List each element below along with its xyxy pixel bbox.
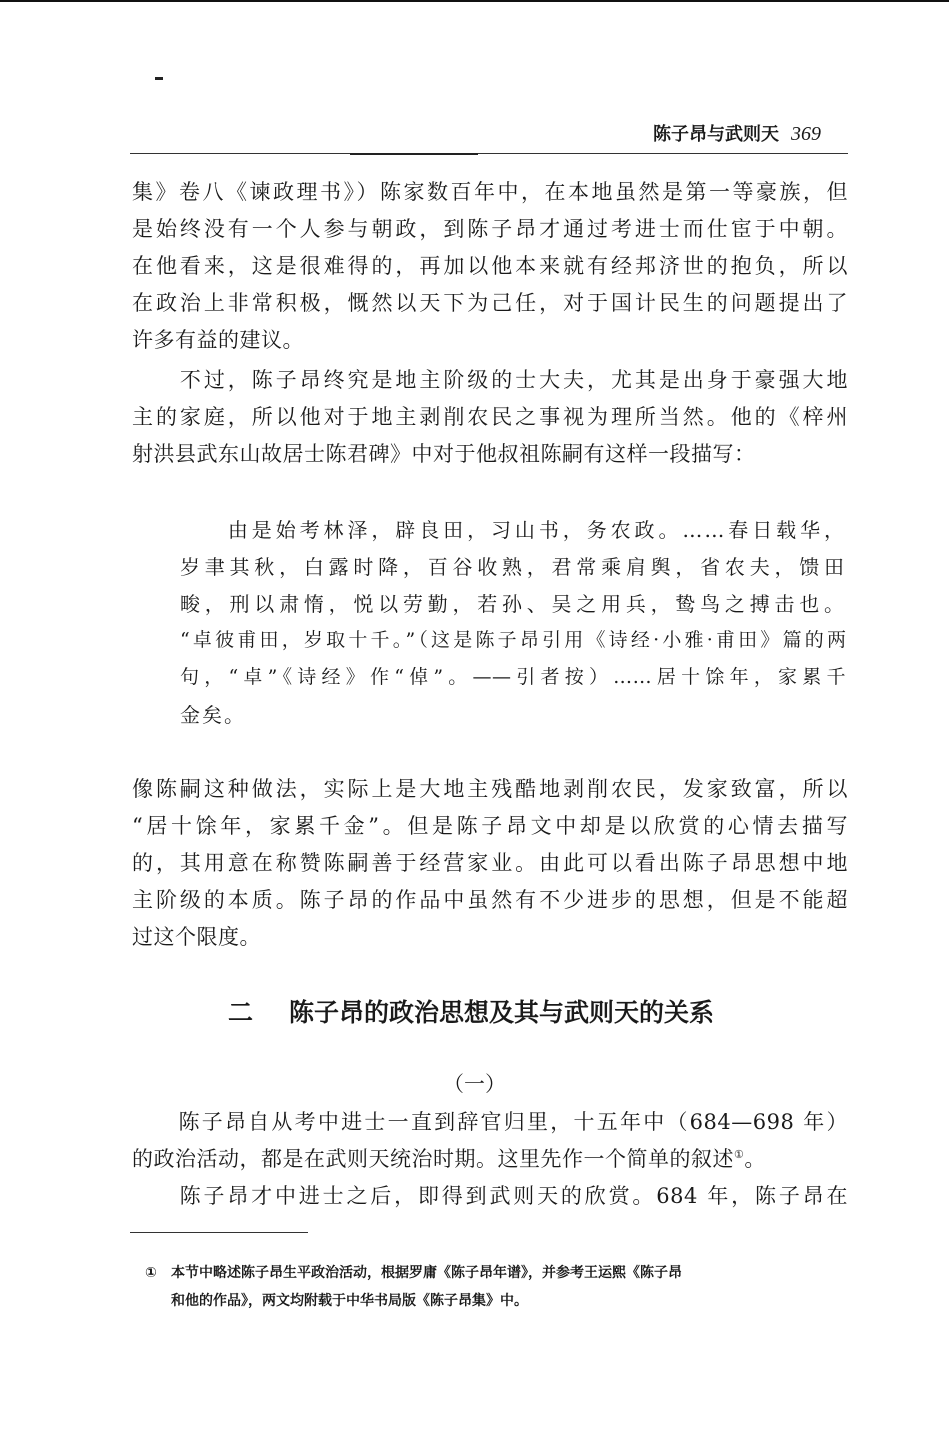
- footnote-marker: ①: [145, 1265, 157, 1281]
- body-line: 集》卷八《谏政理书》）陈家数百年中，在本地虽然是第一等豪族，但: [132, 180, 848, 204]
- scan-top-border: [0, 0, 949, 2]
- page-number: 369: [791, 123, 821, 145]
- body-line: 射洪县武东山故居士陈君碑》中对于他叔祖陈嗣有这样一段描写：: [132, 442, 756, 466]
- footnote-text: 本节中略述陈子昂生平政治活动，根据罗庸《陈子昂年谱》，并参考王运熙《陈子昂: [171, 1265, 682, 1281]
- body-line: 不过，陈子昂终究是地主阶级的士大夫，尤其是出身于豪强大地: [132, 368, 848, 392]
- body-line: “居十馀年，家累千金”。但是陈子昂文中却是以欣赏的心情去描写: [132, 814, 848, 838]
- body-line: 像陈嗣这种做法，实际上是大地主残酷地剥削农民，发家致富，所以: [132, 777, 848, 801]
- body-line: 陈子昂自从考中进士一直到辞官归里，十五年中（684—698 年）: [132, 1110, 848, 1134]
- section-title: 陈子昂的政治思想及其与武则天的关系: [289, 998, 715, 1027]
- scan-artifact-mark: [155, 77, 163, 80]
- body-line: 许多有益的建议。: [132, 328, 304, 352]
- quotation-line: 句，“卓”《诗经》作“倬”。——引者按）……居十馀年，家累千: [180, 666, 846, 688]
- section-heading: [228, 993, 714, 1029]
- quotation-line: 由是始考林泽，辟良田，习山书，务农政。……春日载华，: [180, 518, 846, 542]
- body-line: 的，其用意在称赞陈嗣善于经营家业。由此可以看出陈子昂思想中地: [132, 851, 848, 875]
- running-header: [653, 120, 821, 146]
- body-line: 是始终没有一个人参与朝政，到陈子昂才通过考进士而仕宦于中朝。: [132, 217, 848, 241]
- footnote-reference[interactable]: ①: [734, 1148, 745, 1161]
- header-rule: [130, 153, 848, 154]
- body-line: 过这个限度。: [132, 925, 261, 949]
- body-line: 主的家庭，所以他对于地主剥削农民之事视为理所当然。他的《梓州: [132, 405, 848, 429]
- footnote-line: [145, 1262, 682, 1282]
- quotation-line: 金矣。: [180, 703, 246, 727]
- footnote-line: 和他的作品》，两文均附载于中华书局版《陈子昂集》中。: [171, 1293, 528, 1309]
- body-line-with-footnote: [132, 1143, 848, 1173]
- quotation-line: 畯，刑以肃惰，悦以劳勤，若孙、吴之用兵，鸷鸟之搏击也。: [180, 592, 846, 616]
- quotation-line: “卓彼甫田，岁取十千。”（这是陈子昂引用《诗经·小雅·甫田》篇的两: [180, 629, 846, 651]
- body-line: 陈子昂才中进士之后，即得到武则天的欣赏。684 年，陈子昂在: [132, 1184, 848, 1208]
- body-line: 在他看来，这是很难得的，再加以他本来就有经邦济世的抱负，所以: [132, 254, 848, 278]
- section-number: 二: [228, 998, 254, 1027]
- body-text-end: 。: [744, 1147, 766, 1171]
- quotation-line: 岁聿其秋，白露时降，百谷收熟，君常乘肩舆，省农夫，馈田: [180, 555, 846, 579]
- running-title: 陈子昂与武则天: [653, 124, 779, 145]
- body-text: 的政治活动，都是在武则天统治时期。这里先作一个简单的叙述: [132, 1147, 734, 1171]
- body-line: 主阶级的本质。陈子昂的作品中虽然有不少进步的思想，但是不能超: [132, 888, 848, 912]
- subsection-heading: （一）: [443, 1072, 506, 1096]
- header-rule-artifact: [350, 153, 478, 155]
- body-line: 在政治上非常积极，慨然以天下为己任，对于国计民生的问题提出了: [132, 291, 848, 315]
- footnote-rule: [130, 1232, 308, 1233]
